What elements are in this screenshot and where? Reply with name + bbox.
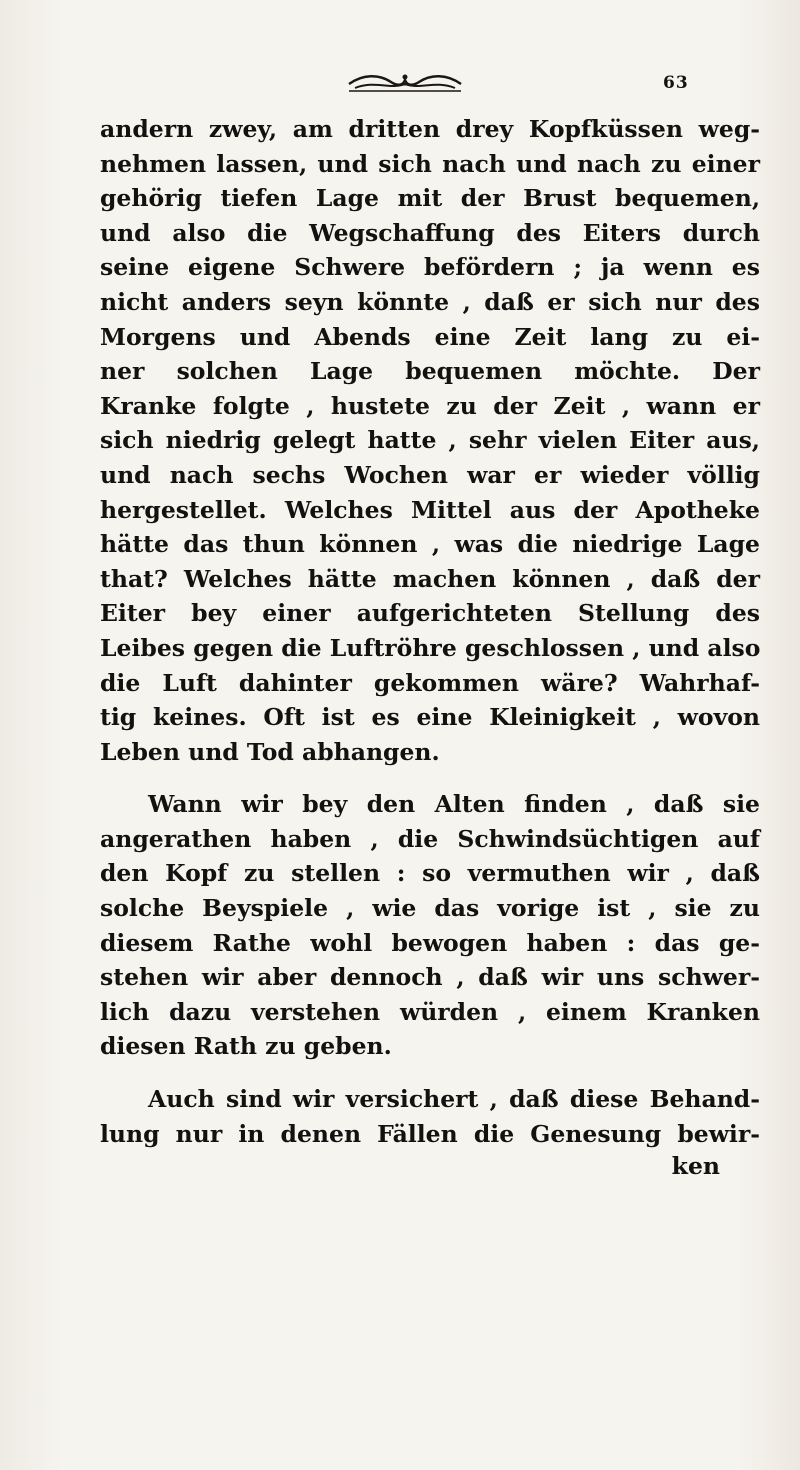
text-line: lung nur in denen Fällen die Genesung bewir- xyxy=(100,1119,760,1148)
text-line: Morgens und Abends eine Zeit lang zu ei- xyxy=(100,322,760,351)
paragraph-gap xyxy=(100,769,760,787)
text-line: solche Beyspiele , wie das vorige ist , sie zu xyxy=(100,894,760,923)
text-line: diesem Rathe wohl bewogen haben : das ge- xyxy=(100,928,760,957)
paragraph xyxy=(100,112,760,769)
text-line: stehen wir aber dennoch , daß wir uns schwer- xyxy=(100,963,760,992)
text-line: nehmen lassen, und sich nach und nach zu einer xyxy=(100,149,760,178)
text-line: die Luft dahinter gekommen wäre? Wahrhaf- xyxy=(100,668,760,697)
text-line: angerathen haben , die Schwindsüchtigen auf xyxy=(100,824,760,853)
text-line: that? Welches hätte machen können , daß der xyxy=(100,564,760,593)
text-line: diesen Rath zu geben. xyxy=(100,1032,392,1061)
text-line: Eiter bey einer aufgerichteten Stellung des xyxy=(100,599,760,628)
text-line: hergestellet. Welches Mittel aus der Apotheke xyxy=(100,495,760,524)
text-line: nicht anders seyn könnte , daß er sich nur des xyxy=(100,287,760,316)
paragraph xyxy=(100,1082,760,1151)
text-line: lich dazu verstehen würden , einem Kranken xyxy=(100,997,760,1026)
text-line: hätte das thun können , was die niedrige Lage xyxy=(100,530,760,559)
text-line: den Kopf zu stellen : so vermuthen wir , daß xyxy=(100,859,760,888)
text-line: tig keines. Oft ist es eine Kleinigkeit , wovon xyxy=(100,703,760,732)
text-line: sich niedrig gelegt hatte , sehr vielen Eiter aus, xyxy=(100,426,760,455)
printer-ornament-icon xyxy=(345,70,465,94)
text-line: gehörig tiefen Lage mit der Brust bequemen, xyxy=(100,184,760,213)
catchword: ken xyxy=(671,1152,720,1181)
text-line: Auch sind wir versichert , daß diese Behand- xyxy=(148,1085,760,1114)
text-line: ner solchen Lage bequemen möchte. Der xyxy=(100,357,760,386)
body-text xyxy=(100,112,760,1185)
text-line: andern zwey, am dritten drey Kopfküssen weg- xyxy=(100,115,760,143)
text-line: Kranke folgte , hustete zu der Zeit , wann er xyxy=(100,391,760,420)
paragraph xyxy=(100,787,760,1064)
text-line: Leibes gegen die Luftröhre geschlossen , und also xyxy=(100,633,761,662)
text-line: seine eigene Schwere befördern ; ja wenn es xyxy=(100,253,760,282)
text-line: und nach sechs Wochen war er wieder völlig xyxy=(100,460,760,489)
paragraph-gap xyxy=(100,1064,760,1082)
text-line: Leben und Tod abhangen. xyxy=(100,737,440,766)
text-line: und also die Wegschaffung des Eiters durch xyxy=(100,218,760,247)
page-number: 63 xyxy=(663,73,689,93)
text-line: Wann wir bey den Alten finden , daß sie xyxy=(148,790,760,819)
